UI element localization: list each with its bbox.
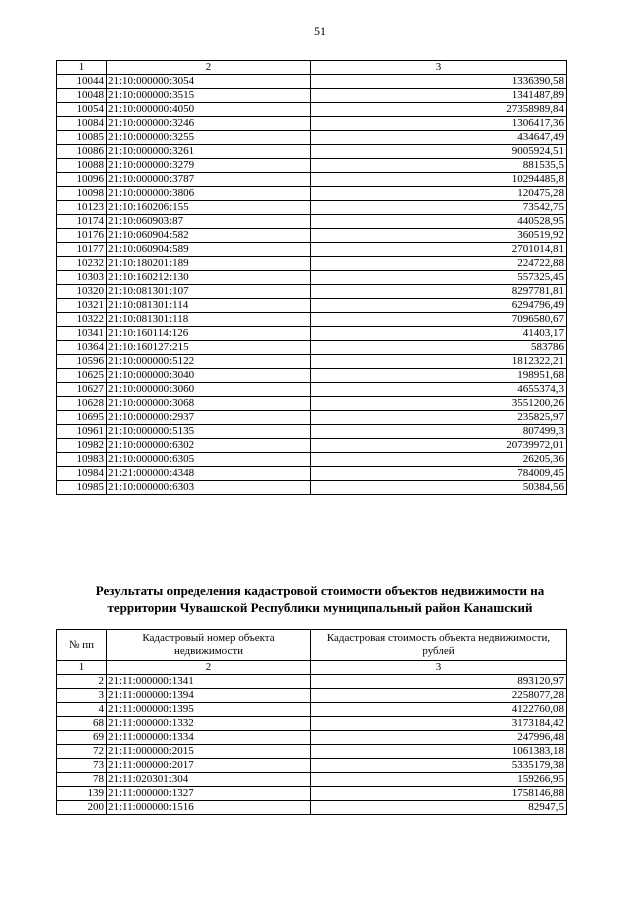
row-index-cell: 4 bbox=[57, 703, 107, 717]
cadastral-number-cell: 21:10:060904:589 bbox=[107, 243, 311, 257]
cadastral-value-cell: 9005924,51 bbox=[311, 145, 567, 159]
cadastral-number-cell: 21:11:000000:1327 bbox=[107, 787, 311, 801]
section-title-line-2: территории Чувашской Республики муниципальный район Канашский bbox=[107, 600, 533, 615]
cadastral-number-cell: 21:21:000000:4348 bbox=[107, 467, 311, 481]
cadastral-number-cell: 21:10:000000:5135 bbox=[107, 425, 311, 439]
row-index-cell: 10321 bbox=[57, 299, 107, 313]
row-index-cell: 139 bbox=[57, 787, 107, 801]
table-row bbox=[57, 341, 567, 355]
table-row bbox=[57, 103, 567, 117]
section-title bbox=[40, 582, 600, 616]
table-row bbox=[57, 425, 567, 439]
cadastral-value-cell: 120475,28 bbox=[311, 187, 567, 201]
table-row bbox=[57, 215, 567, 229]
row-index-cell: 10320 bbox=[57, 285, 107, 299]
row-index-cell: 10096 bbox=[57, 173, 107, 187]
table2-body bbox=[57, 630, 567, 815]
table-row bbox=[57, 675, 567, 689]
table-row bbox=[57, 703, 567, 717]
table-row bbox=[57, 383, 567, 397]
table-row bbox=[57, 285, 567, 299]
table-row bbox=[57, 453, 567, 467]
cadastral-table-1 bbox=[56, 60, 567, 495]
cadastral-number-cell: 21:10:000000:3054 bbox=[107, 75, 311, 89]
table-row bbox=[57, 271, 567, 285]
cadastral-table-2 bbox=[56, 629, 567, 815]
cadastral-number-cell: 21:11:000000:2017 bbox=[107, 759, 311, 773]
row-index-cell: 2 bbox=[57, 675, 107, 689]
row-index-cell: 10098 bbox=[57, 187, 107, 201]
row-index-cell: 10627 bbox=[57, 383, 107, 397]
row-index-cell: 10048 bbox=[57, 89, 107, 103]
cadastral-value-cell: 82947,5 bbox=[311, 801, 567, 815]
row-index-cell: 10232 bbox=[57, 257, 107, 271]
table-row bbox=[57, 439, 567, 453]
cadastral-number-cell: 21:10:000000:2937 bbox=[107, 411, 311, 425]
cadastral-number-cell: 21:10:000000:3279 bbox=[107, 159, 311, 173]
table-row bbox=[57, 731, 567, 745]
cadastral-value-cell: 7096580,67 bbox=[311, 313, 567, 327]
table-row bbox=[57, 159, 567, 173]
table-row bbox=[57, 131, 567, 145]
cadastral-number-cell: 21:11:020301:304 bbox=[107, 773, 311, 787]
cadastral-value-cell: 50384,56 bbox=[311, 481, 567, 495]
cadastral-value-cell: 2701014,81 bbox=[311, 243, 567, 257]
cadastral-number-cell: 21:10:000000:3060 bbox=[107, 383, 311, 397]
table-row bbox=[57, 299, 567, 313]
cadastral-number-cell: 21:10:000000:3787 bbox=[107, 173, 311, 187]
cadastral-value-cell: 1336390,58 bbox=[311, 75, 567, 89]
table-row bbox=[57, 229, 567, 243]
table-row bbox=[57, 369, 567, 383]
cadastral-number-cell: 21:10:000000:3515 bbox=[107, 89, 311, 103]
table-row bbox=[57, 745, 567, 759]
cadastral-number-cell: 21:10:081301:114 bbox=[107, 299, 311, 313]
row-index-cell: 200 bbox=[57, 801, 107, 815]
cadastral-value-cell: 2258077,28 bbox=[311, 689, 567, 703]
cadastral-number-cell: 21:11:000000:1332 bbox=[107, 717, 311, 731]
cadastral-number-cell: 21:11:000000:1334 bbox=[107, 731, 311, 745]
cadastral-value-cell: 360519,92 bbox=[311, 229, 567, 243]
cadastral-number-cell: 21:10:180201:189 bbox=[107, 257, 311, 271]
cadastral-number-cell: 21:10:060904:582 bbox=[107, 229, 311, 243]
row-index-cell: 78 bbox=[57, 773, 107, 787]
table-row bbox=[57, 355, 567, 369]
cadastral-value-cell: 247996,48 bbox=[311, 731, 567, 745]
cadastral-number-cell: 21:11:000000:1395 bbox=[107, 703, 311, 717]
cadastral-value-cell: 8297781,81 bbox=[311, 285, 567, 299]
row-index-cell: 10625 bbox=[57, 369, 107, 383]
cadastral-number-cell: 21:10:081301:118 bbox=[107, 313, 311, 327]
cadastral-number-cell: 21:10:160114:126 bbox=[107, 327, 311, 341]
cadastral-number-cell: 21:10:000000:6303 bbox=[107, 481, 311, 495]
cadastral-value-cell: 1812322,21 bbox=[311, 355, 567, 369]
cadastral-value-cell: 41403,17 bbox=[311, 327, 567, 341]
row-index-cell: 10054 bbox=[57, 103, 107, 117]
table-row bbox=[57, 759, 567, 773]
cadastral-value-cell: 1061383,18 bbox=[311, 745, 567, 759]
row-index-cell: 68 bbox=[57, 717, 107, 731]
row-index-cell: 10695 bbox=[57, 411, 107, 425]
cadastral-number-cell: 21:10:000000:6305 bbox=[107, 453, 311, 467]
row-index-cell: 10983 bbox=[57, 453, 107, 467]
table-row bbox=[57, 327, 567, 341]
table-row bbox=[57, 117, 567, 131]
cadastral-value-cell: 807499,3 bbox=[311, 425, 567, 439]
cadastral-number-cell: 21:10:000000:3255 bbox=[107, 131, 311, 145]
cadastral-number-cell: 21:10:060903:87 bbox=[107, 215, 311, 229]
row-index-cell: 10322 bbox=[57, 313, 107, 327]
cadastral-value-cell: 26205,36 bbox=[311, 453, 567, 467]
header-cell-number: № пп bbox=[57, 630, 107, 661]
row-index-cell: 10985 bbox=[57, 481, 107, 495]
row-index-cell: 10628 bbox=[57, 397, 107, 411]
table-row bbox=[57, 257, 567, 271]
cadastral-value-cell: 10294485,8 bbox=[311, 173, 567, 187]
row-index-cell: 73 bbox=[57, 759, 107, 773]
cadastral-value-cell: 881535,5 bbox=[311, 159, 567, 173]
cadastral-number-cell: 21:11:000000:1516 bbox=[107, 801, 311, 815]
page-number: 51 bbox=[314, 24, 326, 38]
row-index-cell: 10088 bbox=[57, 159, 107, 173]
row-index-cell: 10123 bbox=[57, 201, 107, 215]
header-cell-cadastral-value: Кадастровая стоимость объекта недвижимости, рублей bbox=[311, 630, 567, 661]
header-cell-cadastral-number: Кадастровый номер объекта недвижимости bbox=[107, 630, 311, 661]
cadastral-number-cell: 21:10:000000:3261 bbox=[107, 145, 311, 159]
table-row bbox=[57, 89, 567, 103]
section-title-line-1: Результаты определения кадастровой стоимости объектов недвижимости на bbox=[95, 583, 545, 598]
row-index-cell: 10596 bbox=[57, 355, 107, 369]
cadastral-value-cell: 198951,68 bbox=[311, 369, 567, 383]
table-row bbox=[57, 187, 567, 201]
cadastral-value-cell: 5335179,38 bbox=[311, 759, 567, 773]
cadastral-number-cell: 21:10:000000:6302 bbox=[107, 439, 311, 453]
row-index-cell: 10961 bbox=[57, 425, 107, 439]
table1-body bbox=[57, 61, 567, 495]
cadastral-value-cell: 6294796,49 bbox=[311, 299, 567, 313]
cadastral-number-cell: 21:11:000000:2015 bbox=[107, 745, 311, 759]
cadastral-number-cell: 21:11:000000:1341 bbox=[107, 675, 311, 689]
row-index-cell: 10364 bbox=[57, 341, 107, 355]
table-row bbox=[57, 717, 567, 731]
table-row bbox=[57, 173, 567, 187]
row-index-cell: 10044 bbox=[57, 75, 107, 89]
column-number-cell: 3 bbox=[311, 61, 567, 75]
table-row bbox=[57, 787, 567, 801]
table-row bbox=[57, 397, 567, 411]
table1-column-number-row bbox=[57, 61, 567, 75]
cadastral-number-cell: 21:10:000000:3246 bbox=[107, 117, 311, 131]
row-index-cell: 10085 bbox=[57, 131, 107, 145]
cadastral-value-cell: 3551200,26 bbox=[311, 397, 567, 411]
cadastral-number-cell: 21:10:000000:4050 bbox=[107, 103, 311, 117]
column-number-cell: 2 bbox=[107, 661, 311, 675]
cadastral-number-cell: 21:10:160206:155 bbox=[107, 201, 311, 215]
row-index-cell: 10084 bbox=[57, 117, 107, 131]
cadastral-value-cell: 159266,95 bbox=[311, 773, 567, 787]
cadastral-number-cell: 21:11:000000:1394 bbox=[107, 689, 311, 703]
row-index-cell: 10086 bbox=[57, 145, 107, 159]
row-index-cell: 69 bbox=[57, 731, 107, 745]
cadastral-value-cell: 434647,49 bbox=[311, 131, 567, 145]
row-index-cell: 10174 bbox=[57, 215, 107, 229]
row-index-cell: 10984 bbox=[57, 467, 107, 481]
table2-column-number-row bbox=[57, 661, 567, 675]
cadastral-value-cell: 784009,45 bbox=[311, 467, 567, 481]
cadastral-number-cell: 21:10:000000:3806 bbox=[107, 187, 311, 201]
cadastral-value-cell: 440528,95 bbox=[311, 215, 567, 229]
column-number-cell: 1 bbox=[57, 661, 107, 675]
row-index-cell: 72 bbox=[57, 745, 107, 759]
cadastral-value-cell: 583786 bbox=[311, 341, 567, 355]
row-index-cell: 10176 bbox=[57, 229, 107, 243]
cadastral-value-cell: 557325,45 bbox=[311, 271, 567, 285]
cadastral-value-cell: 27358989,84 bbox=[311, 103, 567, 117]
table-row bbox=[57, 689, 567, 703]
row-index-cell: 3 bbox=[57, 689, 107, 703]
cadastral-number-cell: 21:10:000000:3040 bbox=[107, 369, 311, 383]
column-number-cell: 3 bbox=[311, 661, 567, 675]
cadastral-number-cell: 21:10:160212:130 bbox=[107, 271, 311, 285]
cadastral-value-cell: 4655374,3 bbox=[311, 383, 567, 397]
column-number-cell: 1 bbox=[57, 61, 107, 75]
table-row bbox=[57, 481, 567, 495]
cadastral-value-cell: 893120,97 bbox=[311, 675, 567, 689]
table-row bbox=[57, 773, 567, 787]
cadastral-value-cell: 235825,97 bbox=[311, 411, 567, 425]
table-row bbox=[57, 467, 567, 481]
cadastral-number-cell: 21:10:081301:107 bbox=[107, 285, 311, 299]
cadastral-value-cell: 3173184,42 bbox=[311, 717, 567, 731]
table-row bbox=[57, 313, 567, 327]
table-row bbox=[57, 75, 567, 89]
cadastral-value-cell: 4122760,08 bbox=[311, 703, 567, 717]
cadastral-value-cell: 1341487,89 bbox=[311, 89, 567, 103]
table-row bbox=[57, 201, 567, 215]
table2-header-row bbox=[57, 630, 567, 661]
row-index-cell: 10303 bbox=[57, 271, 107, 285]
cadastral-value-cell: 1758146,88 bbox=[311, 787, 567, 801]
cadastral-number-cell: 21:10:000000:3068 bbox=[107, 397, 311, 411]
cadastral-value-cell: 1306417,36 bbox=[311, 117, 567, 131]
row-index-cell: 10982 bbox=[57, 439, 107, 453]
table-row bbox=[57, 145, 567, 159]
table-row bbox=[57, 801, 567, 815]
cadastral-value-cell: 73542,75 bbox=[311, 201, 567, 215]
table-row bbox=[57, 243, 567, 257]
cadastral-number-cell: 21:10:160127:215 bbox=[107, 341, 311, 355]
column-number-cell: 2 bbox=[107, 61, 311, 75]
row-index-cell: 10341 bbox=[57, 327, 107, 341]
cadastral-value-cell: 224722,88 bbox=[311, 257, 567, 271]
table-row bbox=[57, 411, 567, 425]
cadastral-value-cell: 20739972,01 bbox=[311, 439, 567, 453]
row-index-cell: 10177 bbox=[57, 243, 107, 257]
cadastral-number-cell: 21:10:000000:5122 bbox=[107, 355, 311, 369]
